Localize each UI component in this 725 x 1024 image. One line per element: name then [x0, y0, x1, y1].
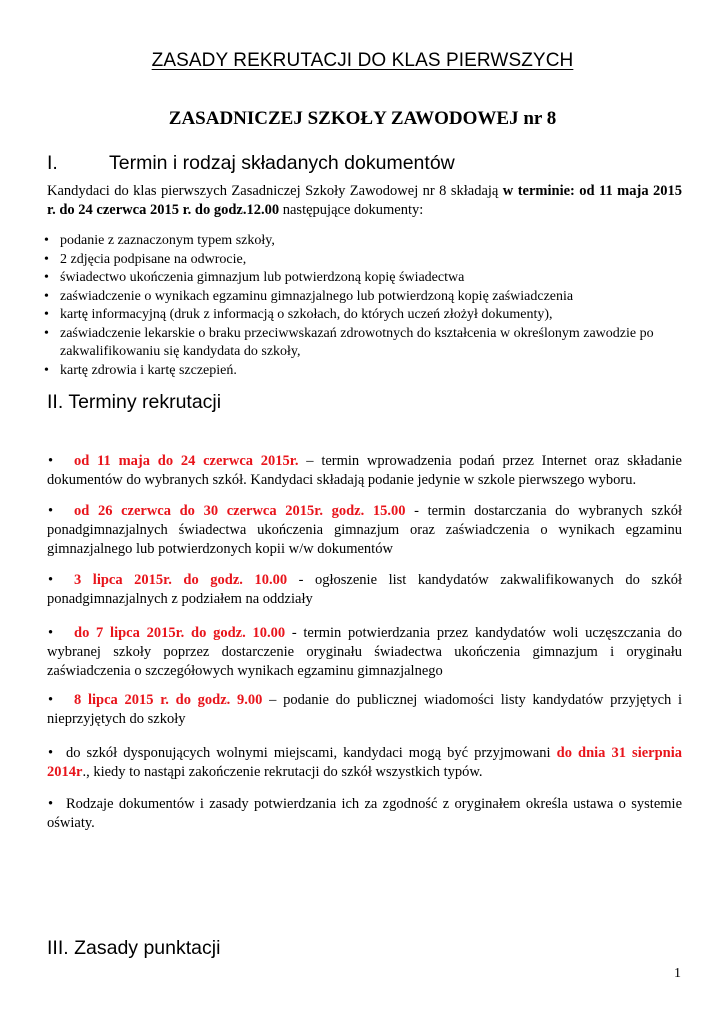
bullet-icon: •	[44, 251, 49, 267]
term-item	[47, 624, 682, 681]
bullet-icon: •	[48, 796, 54, 812]
page-number: 1	[674, 966, 681, 981]
bullet-icon: •	[48, 692, 54, 708]
bullet-icon: •	[48, 625, 54, 641]
term-item	[47, 571, 682, 609]
term-date: od 26 czerwca do 30 czerwca 2015r. godz. 15.00	[74, 503, 406, 519]
list-item	[44, 269, 684, 288]
section-1-intro	[47, 182, 682, 220]
section-1-heading	[47, 152, 455, 175]
intro-text-end: następujące dokumenty:	[279, 202, 424, 218]
bullet-icon: •	[44, 270, 49, 285]
page-subtitle: ZASADNICZEJ SZKOŁY ZAWODOWEJ nr 8	[168, 108, 557, 129]
bullet-icon: •	[48, 572, 54, 588]
section-3-heading: III. Zasady punktacji	[47, 937, 221, 959]
section-2-heading: II. Terminy rekrutacji	[47, 391, 222, 413]
term-text: - termin dostarczania do wybranych szkół ponadgimnazjalnych świadectwa ukończenia gimnazjum oraz zaświadczenia o wynikach egzaminu gimnazjalnego lub potwierdzonych kopii w/w dokumentów	[47, 503, 682, 557]
term-date: do 7 lipca 2015r. do godz. 10.00	[74, 625, 286, 641]
term-text: do szkół dysponujących wolnymi miejscami, kandydaci mogą być przyjmowani	[66, 745, 557, 761]
list-item-text: zaświadczenie lekarskie o braku przeciwwskazań zdrowotnych do kształcenia w określonym zawodzie po zakwalifikowaniu się kandydata do szkoły,	[60, 325, 654, 359]
section-1-title: Termin i rodzaj składanych dokumentów	[109, 152, 455, 174]
bullet-icon: •	[48, 503, 54, 519]
list-item	[44, 325, 684, 362]
term-text: – podanie do publicznej wiadomości listy kandydatów przyjętych i nieprzyjętych do szkoły	[47, 692, 682, 727]
term-item	[47, 744, 682, 782]
list-item	[44, 288, 684, 307]
term-text: - termin potwierdzania przez kandydatów woli uczęszczania do wybranej szkoły poprzez dostarczenie oryginału świadectwa ukończenia gimnazjum i oryginału zaświadczenia o szczegółowych wynikach egzaminu gimnazjalnego	[47, 625, 682, 679]
list-item	[44, 362, 684, 381]
bullet-icon: •	[44, 362, 49, 378]
bullet-icon: •	[48, 453, 54, 469]
bullet-icon: •	[44, 288, 49, 304]
term-text: Rodzaje dokumentów i zasady potwierdzania ich za zgodność z oryginałem określa ustawa o systemie oświaty.	[47, 796, 682, 831]
term-item	[47, 795, 682, 833]
list-item-text: zaświadczenie o wynikach egzaminu gimnazjalnego lub potwierdzoną kopię zaświadczenia	[60, 288, 574, 304]
term-item	[47, 452, 682, 490]
bullet-icon: •	[44, 233, 49, 248]
term-text: – termin wprowadzenia podań przez Internet oraz składanie dokumentów do wybranych szkół. Kandydaci składają podanie jedynie w szkole pierwszego wyboru.	[47, 453, 682, 488]
list-item	[44, 232, 684, 251]
term-text-end: ., kiedy to nastąpi zakończenie rekrutacji do szkół wszystkich typów.	[82, 764, 483, 780]
term-item	[47, 502, 682, 559]
list-item	[44, 251, 684, 270]
list-item-text: kartę zdrowia i kartę szczepień.	[60, 362, 237, 378]
term-text: - ogłoszenie list kandydatów zakwalifikowanych do szkół ponadgimnazjalnych z podziałem na oddziały	[47, 572, 682, 607]
term-date: 8 lipca 2015 r. do godz. 9.00	[74, 692, 263, 708]
term-date: do dnia 31 sierpnia 2014r	[47, 745, 683, 780]
list-item	[44, 306, 684, 325]
intro-text: Kandydaci do klas pierwszych Zasadniczej Szkoły Zawodowej nr 8 składają	[47, 183, 503, 199]
page-title: ZASADY REKRUTACJI DO KLAS PIERWSZYCH	[151, 50, 574, 71]
intro-deadline: w terminie: od 11 maja 2015 r. do 24 czerwca 2015 r. do godz.12.00	[47, 183, 683, 218]
section-1-number: I.	[47, 152, 58, 174]
list-item-text: świadectwo ukończenia gimnazjum lub potwierdzoną kopię świadectwa	[60, 270, 465, 285]
list-item-text: podanie z zaznaczonym typem szkoły,	[60, 233, 275, 248]
list-item-text: 2 zdjęcia podpisane na odwrocie,	[60, 251, 247, 267]
term-item	[47, 691, 682, 729]
list-item-text: kartę informacyjną (druk z informacją o szkołach, do których uczeń złożył dokumenty),	[60, 307, 553, 322]
term-date: od 11 maja do 24 czerwca 2015r.	[74, 453, 299, 469]
bullet-icon: •	[44, 307, 49, 322]
bullet-icon: •	[48, 745, 54, 761]
document-list	[44, 232, 684, 380]
bullet-icon: •	[44, 325, 49, 341]
term-date: 3 lipca 2015r. do godz. 10.00	[74, 572, 288, 588]
